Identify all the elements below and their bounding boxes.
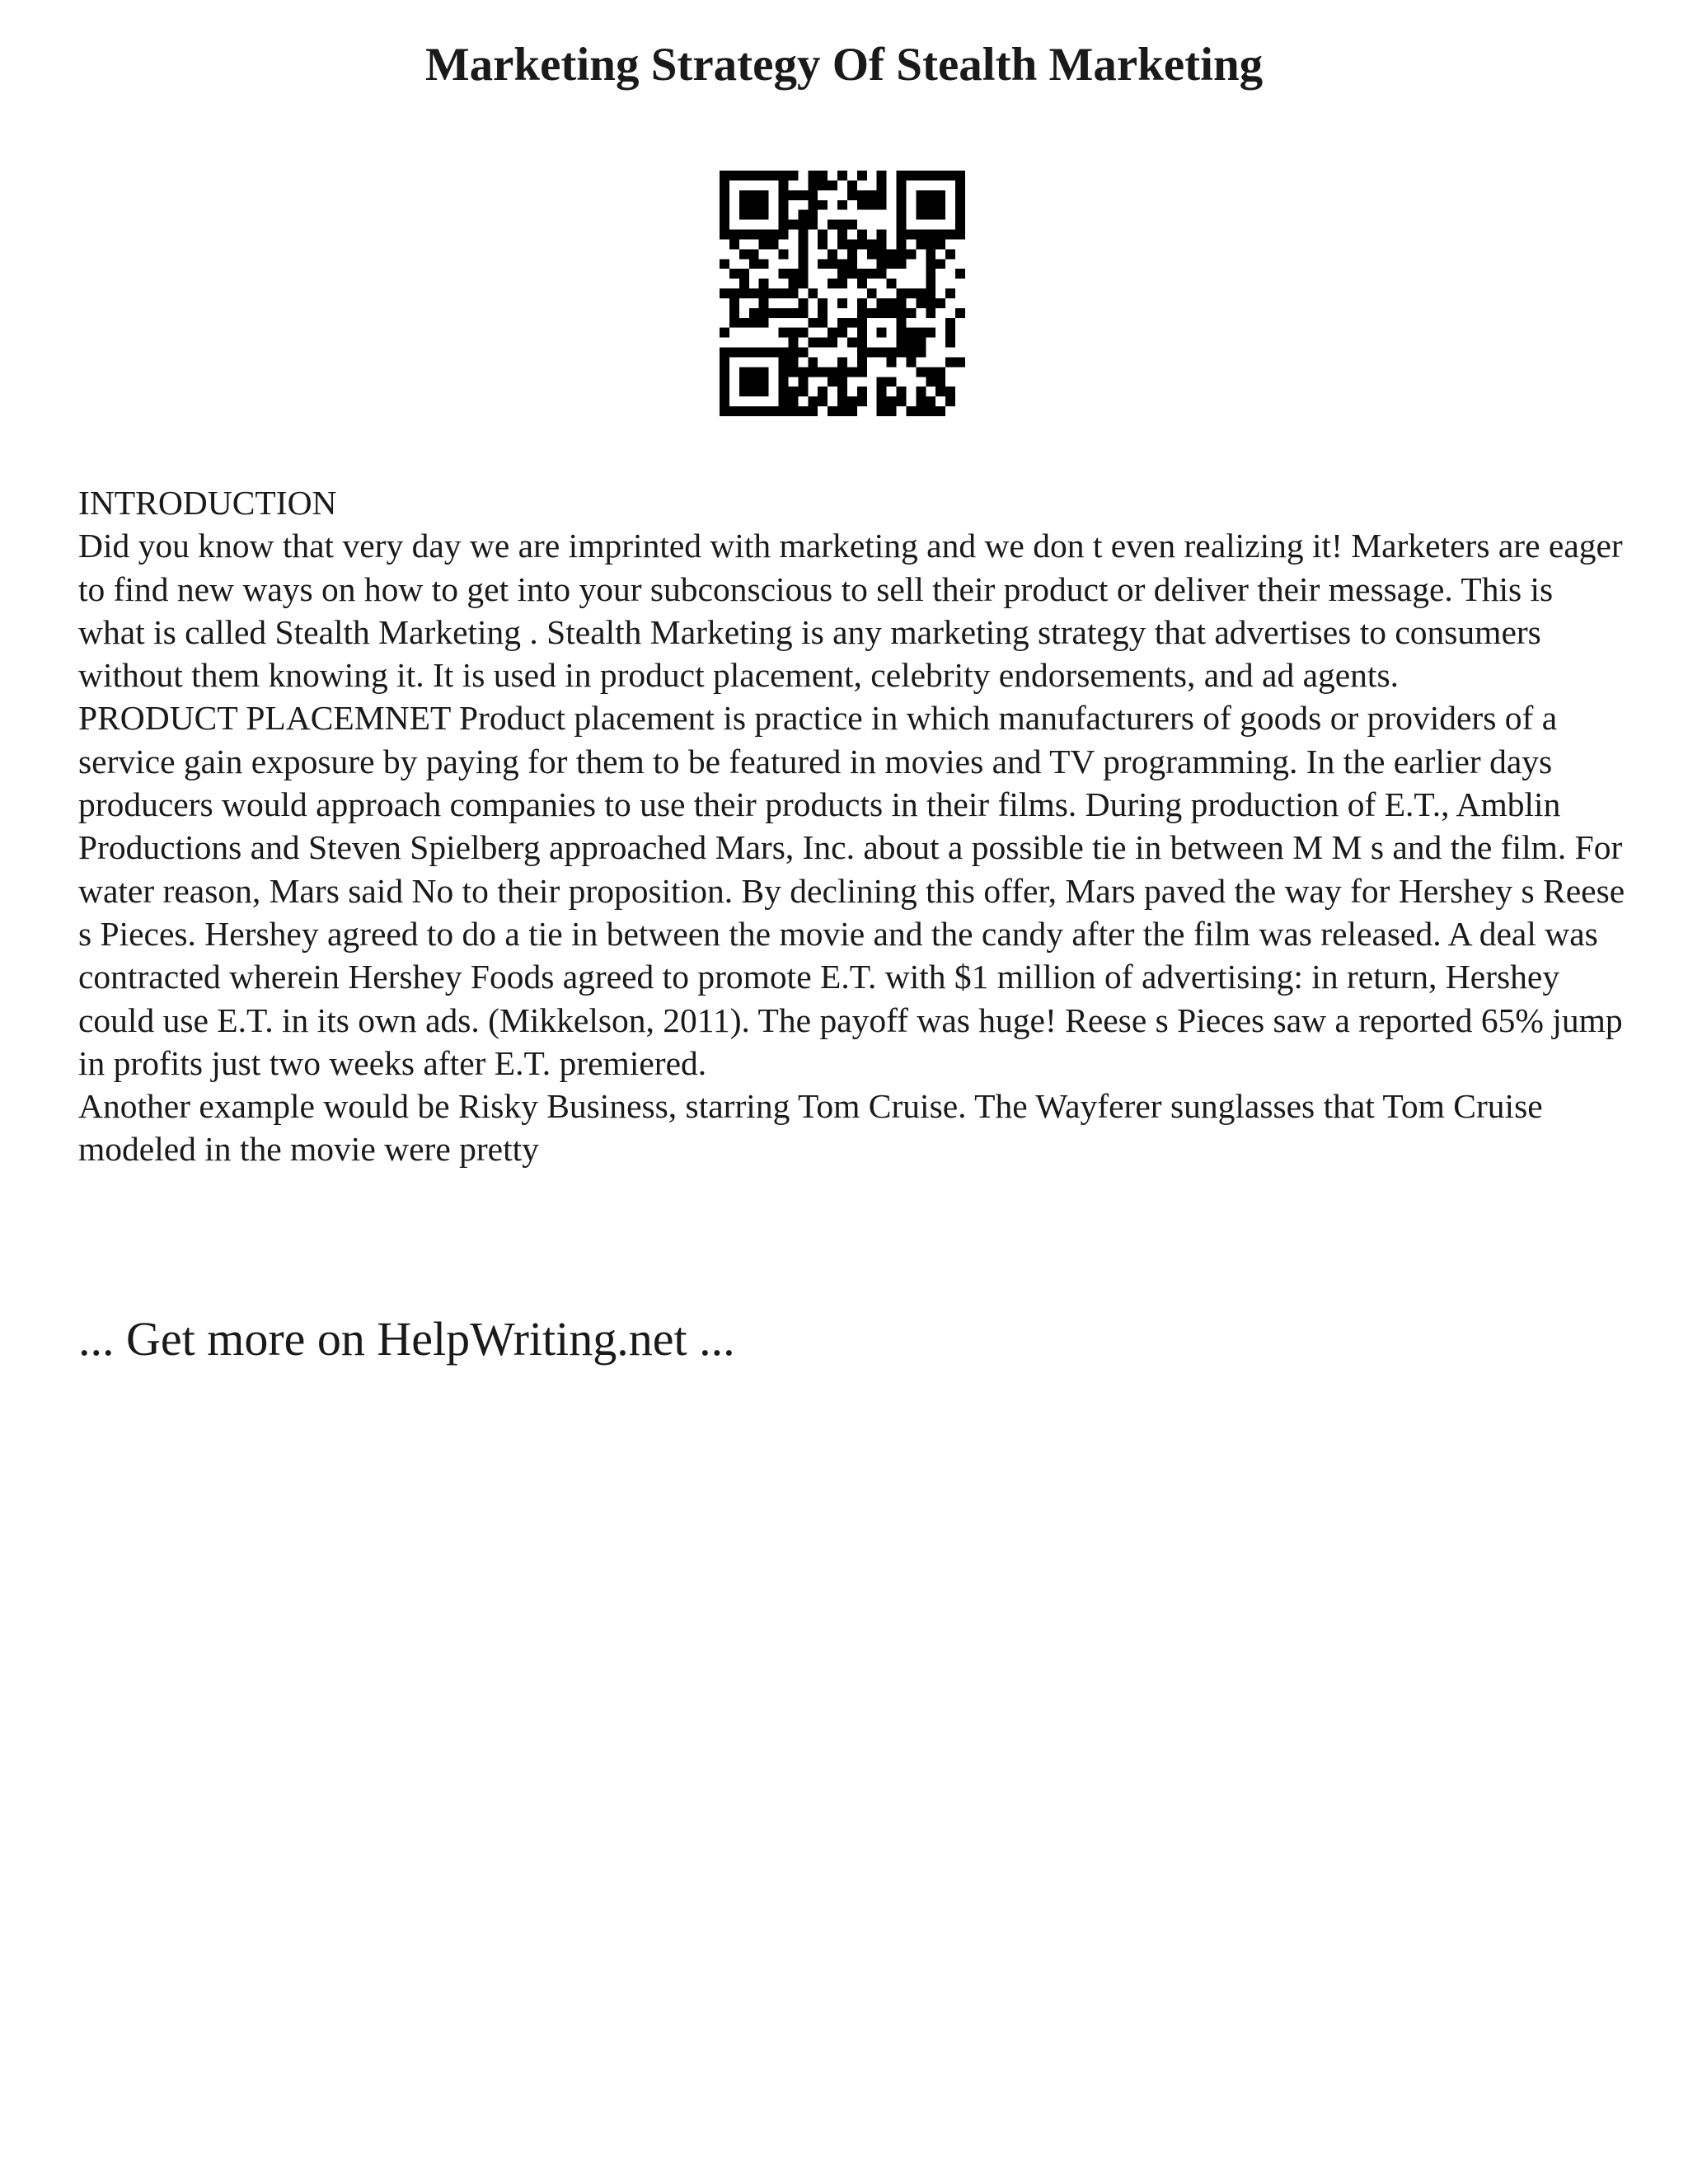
qr-code-icon bbox=[720, 171, 965, 416]
product-placement-paragraph: PRODUCT PLACEMNET Product placement is practice in which manufacturers of goods or providers of a service gain exposure by paying for them to be featured in movies and TV programming. In the earlier days producers would approach companies to use their products in their films. During production of E.T., Amblin Productions and Steven Spielberg approached Mars, Inc. about a possible tie in between M M s and the film. For water reason, Mars said No to their proposition. By declining this offer, Mars paved the way for Hershey s Reese s Pieces. Hershey agreed to do a tie in between the movie and the candy after the film was released. A deal was contracted wherein Hershey Foods agreed to promote E.T. with $1 million of advertising: in return, Hershey could use E.T. in its own ads. (Mikkelson, 2011). The payoff was huge! Reese s Pieces saw a reported 65% jump in profits just two weeks after E.T. premiered. bbox=[78, 699, 1625, 1082]
document-body bbox=[78, 481, 1628, 1171]
intro-paragraph: Did you know that very day we are imprinted with marketing and we don t even realizing it! Marketers are eager to find new ways on how to get into your subconscious to sell their product or deliver their message. This is what is called Stealth Marketing . Stealth Marketing is any marketing strategy that advertises to consumers without them knowing it. It is used in product placement, celebrity endorsements, and ad agents. bbox=[78, 527, 1623, 695]
intro-heading: INTRODUCTION bbox=[78, 484, 337, 522]
get-more-link[interactable]: ... Get more on HelpWriting.net ... bbox=[78, 1312, 735, 1366]
risky-business-paragraph: Another example would be Risky Business, starring Tom Cruise. The Wayferer sunglasses that Tom Cruise modeled in the movie were pretty bbox=[78, 1087, 1543, 1169]
document-title: Marketing Strategy Of Stealth Marketing bbox=[424, 39, 1264, 91]
